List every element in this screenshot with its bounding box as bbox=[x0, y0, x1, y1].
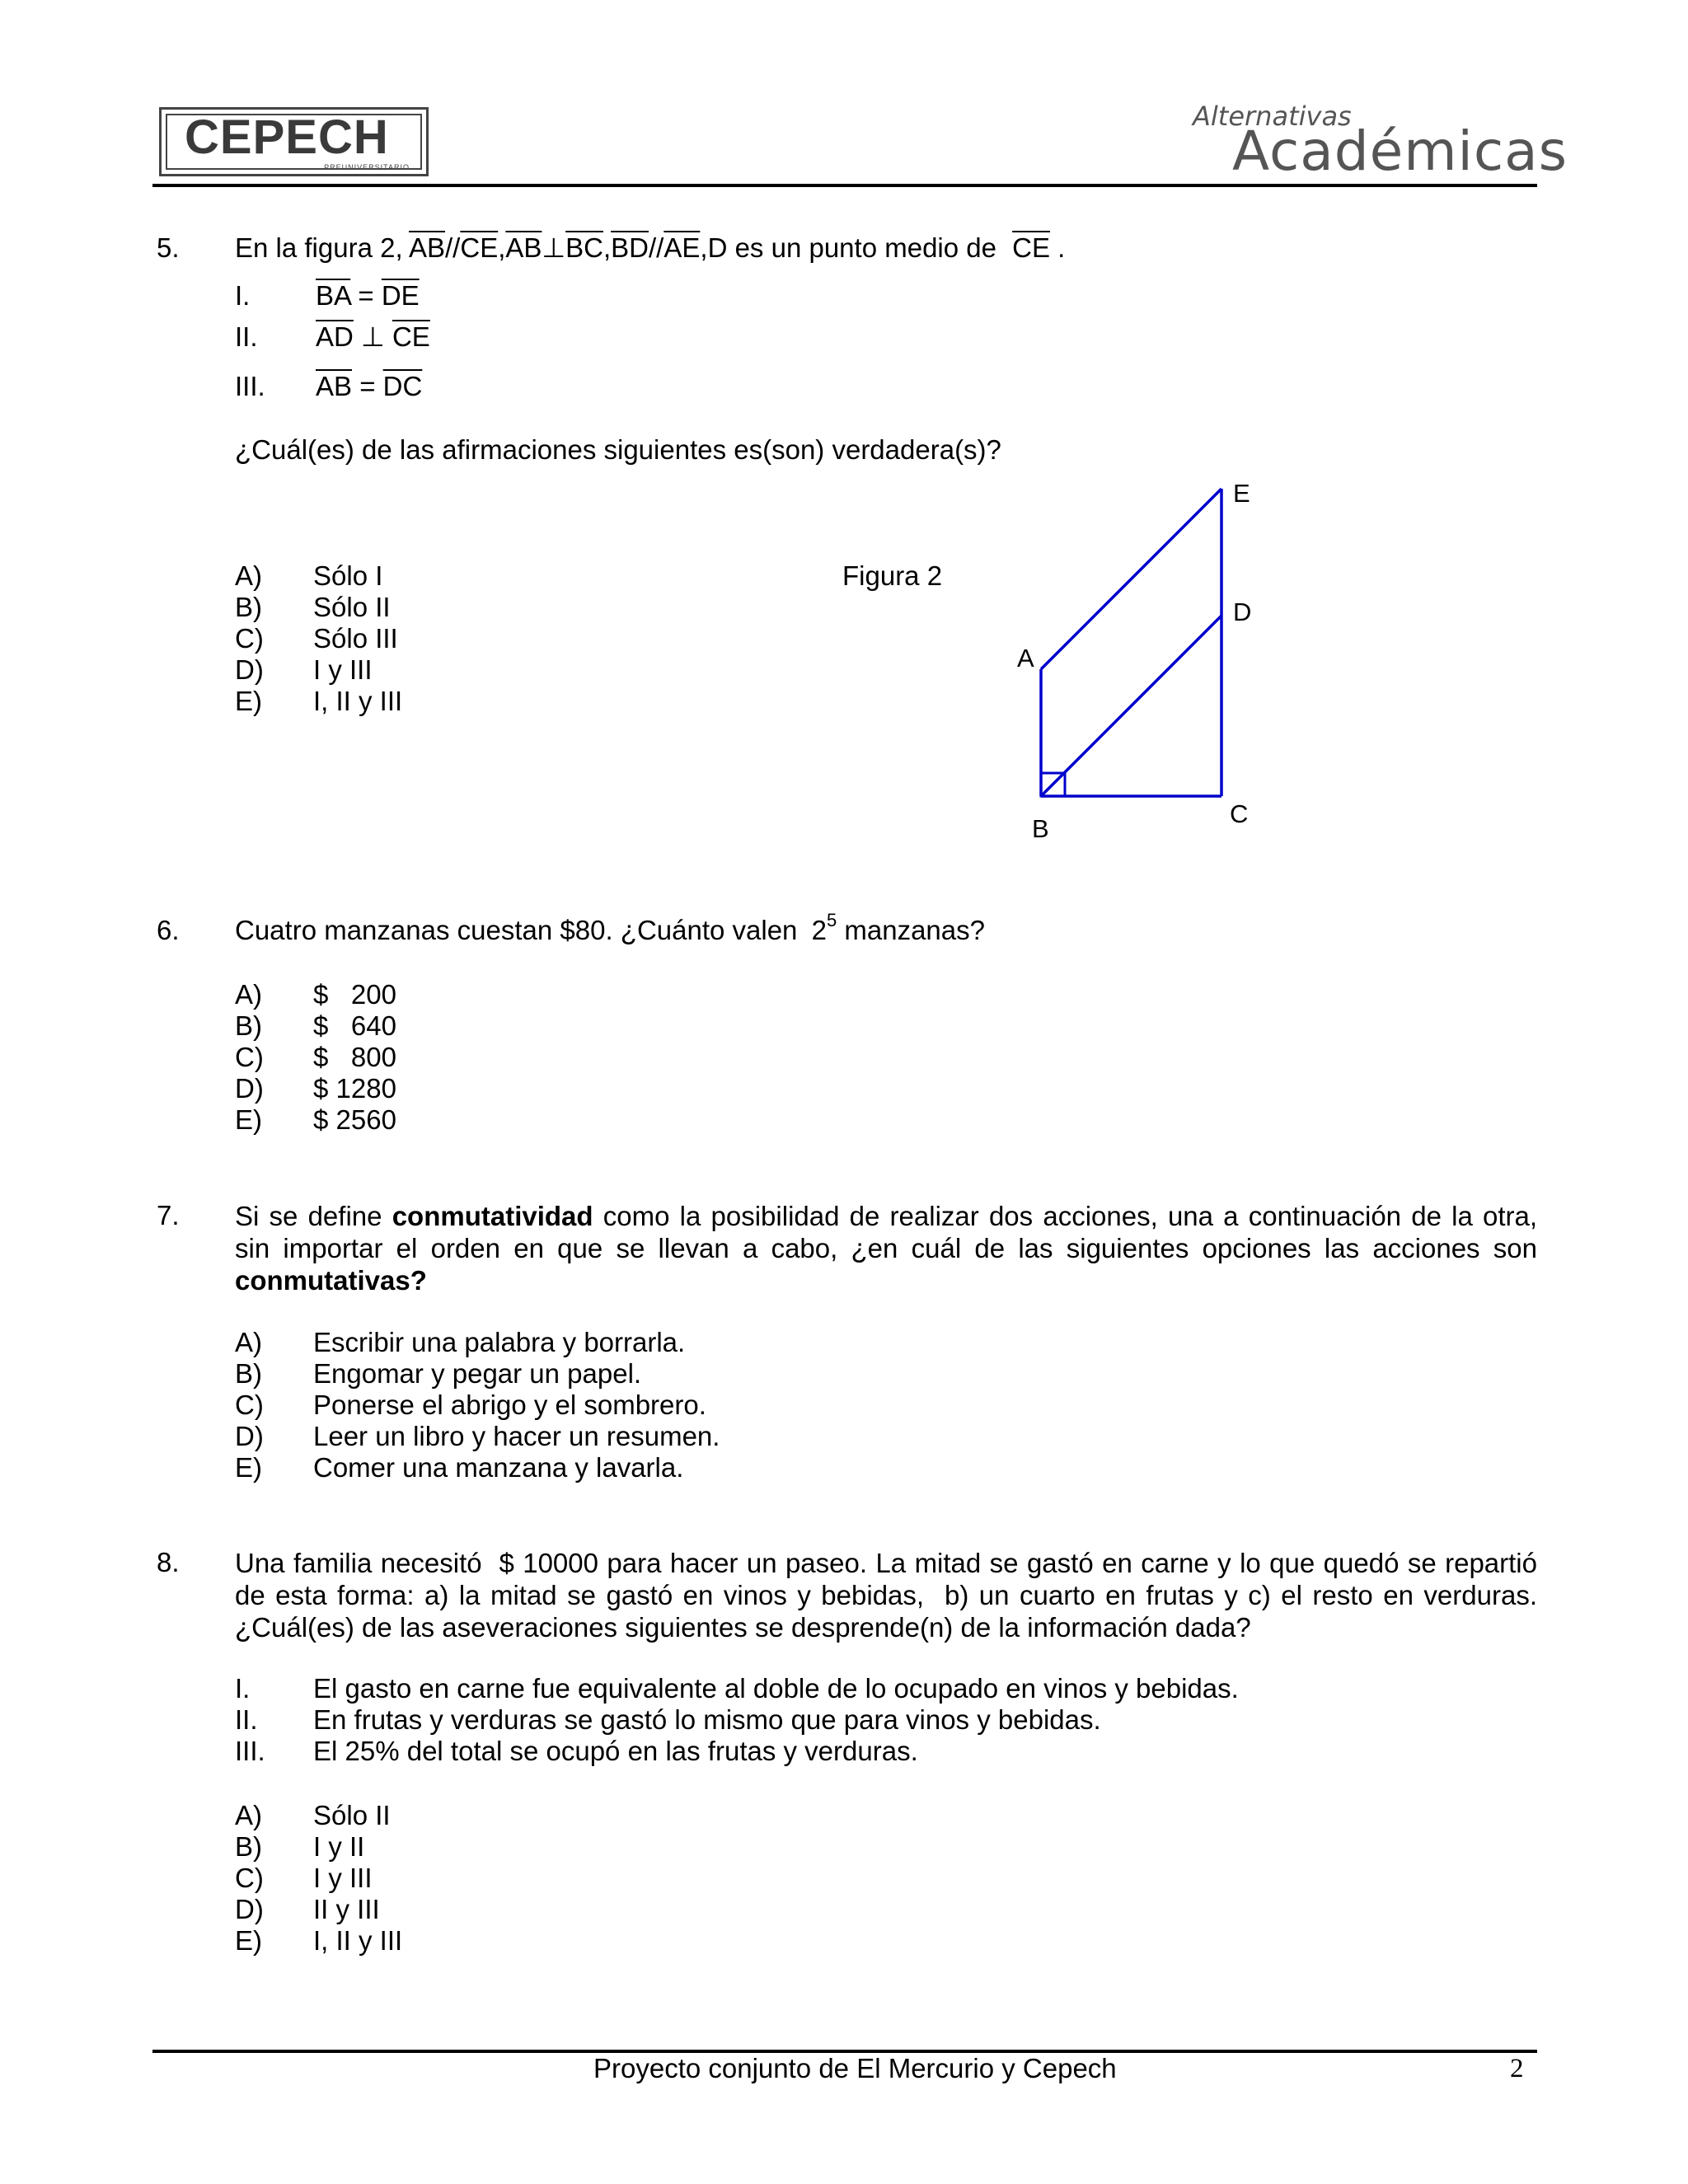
q8-statement-label: III. bbox=[235, 1736, 265, 1766]
q6-option-text: $ 200 bbox=[313, 979, 396, 1010]
q5-statement-label: III. bbox=[235, 371, 265, 401]
q5-statement-label: II. bbox=[235, 321, 258, 352]
q8-statement-text: En frutas y verduras se gastó lo mismo que para vinos y bebidas. bbox=[313, 1704, 1101, 1735]
q6-option-label: B) bbox=[235, 1010, 262, 1041]
q6-stem bbox=[235, 910, 985, 949]
q7-stem-b: como la posibilidad de realizar dos acciones, una a continuación de la otra, sin importar el orden en que se llevan a cabo, ¿en cuál de las siguientes opciones las acciones son bbox=[235, 1201, 1538, 1263]
q6-option-label: C) bbox=[235, 1042, 264, 1072]
q5-option-text: I y III bbox=[313, 654, 373, 685]
q6-number: 6. bbox=[157, 915, 180, 945]
q6-option-label: E) bbox=[235, 1104, 262, 1135]
q8-statement-label: I. bbox=[235, 1673, 251, 1704]
q5-st2-left: $\overline{AD}$ bbox=[316, 321, 354, 352]
point-label-b: B bbox=[1032, 814, 1049, 843]
q5-question: ¿Cuál(es) de las afirmaciones siguientes es(son) verdadera(s)? bbox=[235, 434, 1001, 465]
q5-point-d: D bbox=[707, 232, 728, 263]
q5-option-label: D) bbox=[235, 654, 264, 685]
q7-option-label: E) bbox=[235, 1452, 262, 1483]
q5-seg-bc: $\overline{BC}$ bbox=[565, 232, 603, 263]
q5-st1-op: = bbox=[358, 280, 374, 311]
q7-option-text: Escribir una palabra y borrarla. bbox=[313, 1327, 686, 1357]
q5-stem-prefix: En la figura 2, bbox=[235, 232, 403, 263]
q5-comma-3: , bbox=[700, 232, 708, 263]
q5-st1-right: $\overline{DE}$ bbox=[381, 280, 420, 311]
q8-option-text: I, II y III bbox=[313, 1925, 403, 1956]
q7-stem-bold1: conmutatividad bbox=[392, 1201, 593, 1231]
figure-2-diagram bbox=[0, 0, 1688, 907]
q5-st3-right: $\overline{DC}$ bbox=[382, 371, 423, 401]
q7-stem-a: Si se define bbox=[235, 1201, 382, 1231]
q5-option-label: B) bbox=[235, 592, 262, 622]
q5-st2-right: $\overline{CE}$ bbox=[392, 321, 430, 352]
q7-option-label: B) bbox=[235, 1358, 262, 1389]
q6-exponent: 5 bbox=[826, 910, 837, 930]
q6-option-text: $ 2560 bbox=[313, 1104, 396, 1135]
logo-wordmark: CEPECH bbox=[185, 110, 389, 164]
q5-option-label: A) bbox=[235, 560, 262, 591]
q5-st3-left: $\overline{AB}$ bbox=[316, 371, 353, 401]
q8-option-text: I y II bbox=[313, 1831, 365, 1862]
q6-option-label: A) bbox=[235, 979, 262, 1010]
q5-seg-ae: $\overline{AE}$ bbox=[663, 232, 701, 263]
q6-option-label: D) bbox=[235, 1073, 264, 1104]
point-label-c: C bbox=[1230, 799, 1249, 828]
q5-parallel: // bbox=[445, 232, 461, 263]
q8-stem: Una familia necesitó $ 10000 para hacer un paseo. La mitad se gastó en carne y lo que quedó se repartió de esta forma: a) la mitad se gastó en vinos y bebidas, b) un cuarto en frutas y c) el resto en verduras. ¿Cuál(es) de las aseveraciones siguientes se desprende(n) de la información dada? bbox=[235, 1548, 1545, 1643]
q6-option-text: $ 800 bbox=[313, 1042, 396, 1072]
q8-option-label: B) bbox=[235, 1831, 262, 1862]
figure-shape bbox=[1041, 489, 1221, 796]
logo-subtext: PREUNIVERSITARIO bbox=[324, 163, 410, 171]
q5-stem-mid: es un punto medio de bbox=[734, 232, 996, 263]
q8-statement-label: II. bbox=[235, 1704, 258, 1735]
q7-option-label: A) bbox=[235, 1327, 262, 1357]
q5-comma: , bbox=[498, 232, 506, 263]
q8-option-text: I y III bbox=[313, 1863, 373, 1893]
brand-alternativas: Alternativas bbox=[1193, 101, 1352, 132]
q5-st3-op: = bbox=[359, 371, 376, 401]
q8-option-text: Sólo II bbox=[313, 1800, 391, 1830]
q5-seg-ce: $\overline{CE}$ bbox=[460, 232, 499, 263]
q5-stem-end: . bbox=[1057, 232, 1066, 263]
q5-option-text: Sólo I bbox=[313, 560, 383, 591]
q7-option-text: Comer una manzana y lavarla. bbox=[313, 1452, 684, 1483]
q5-option-label: E) bbox=[235, 686, 262, 716]
q8-number: 8. bbox=[157, 1547, 180, 1577]
point-label-a: A bbox=[1017, 644, 1034, 673]
q8-option-label: A) bbox=[235, 1800, 262, 1830]
q7-stem-bold2: conmutativas? bbox=[235, 1265, 427, 1296]
q5-option-text: I, II y III bbox=[313, 686, 403, 716]
point-label-d: D bbox=[1233, 598, 1252, 626]
q5-option-label: C) bbox=[235, 623, 264, 654]
q8-option-label: E) bbox=[235, 1925, 262, 1956]
q8-option-text: II y III bbox=[313, 1894, 380, 1924]
q6-option-text: $ 640 bbox=[313, 1010, 396, 1041]
q6-option-text: $ 1280 bbox=[313, 1073, 396, 1104]
brand-academicas: Académicas bbox=[1232, 120, 1568, 183]
q5-option-text: Sólo II bbox=[313, 592, 391, 622]
q5-comma-2: , bbox=[603, 232, 612, 263]
q7-option-text: Ponerse el abrigo y el sombrero. bbox=[313, 1390, 706, 1420]
q8-statement-text: El 25% del total se ocupó en las frutas y verduras. bbox=[313, 1736, 918, 1766]
q5-statement-label: I. bbox=[235, 280, 251, 311]
q5-seg-ab: $\overline{AB}$ bbox=[408, 232, 446, 263]
q5-seg-ce-2: $\overline{CE}$ bbox=[1012, 232, 1050, 263]
q5-st1-left: $\overline{BA}$ bbox=[316, 280, 351, 311]
q6-stem-prefix: Cuatro manzanas cuestan $80. ¿Cuánto valen bbox=[235, 915, 798, 945]
page-number: 2 bbox=[1510, 2054, 1524, 2083]
figure-caption: Figura 2 bbox=[842, 560, 943, 591]
footer-text: Proyecto conjunto de El Mercurio y Cepech bbox=[593, 2053, 1117, 2083]
q5-st2-op: ⊥ bbox=[361, 321, 385, 352]
q8-statement-text: El gasto en carne fue equivalente al doble de lo ocupado en vinos y bebidas. bbox=[313, 1673, 1239, 1704]
point-label-e: E bbox=[1233, 479, 1250, 508]
q5-number: 5. bbox=[157, 232, 180, 263]
q5-perp: ⊥ bbox=[542, 232, 566, 263]
q7-option-text: Engomar y pegar un papel. bbox=[313, 1358, 642, 1389]
q6-base: 2 bbox=[811, 915, 827, 945]
q5-parallel-2: // bbox=[649, 232, 664, 263]
q7-option-text: Leer un libro y hacer un resumen. bbox=[313, 1421, 720, 1451]
q6-stem-suffix: manzanas? bbox=[844, 915, 985, 945]
q7-option-label: C) bbox=[235, 1390, 264, 1420]
q5-seg-ab-2: $\overline{AB}$ bbox=[505, 232, 542, 263]
q5-option-text: Sólo III bbox=[313, 623, 398, 654]
q7-option-label: D) bbox=[235, 1421, 264, 1451]
q8-option-label: D) bbox=[235, 1894, 264, 1924]
q7-number: 7. bbox=[157, 1200, 180, 1230]
q8-option-label: C) bbox=[235, 1863, 264, 1893]
q5-seg-bd: $\overline{BD}$ bbox=[611, 232, 649, 263]
q7-stem bbox=[235, 1200, 1537, 1296]
